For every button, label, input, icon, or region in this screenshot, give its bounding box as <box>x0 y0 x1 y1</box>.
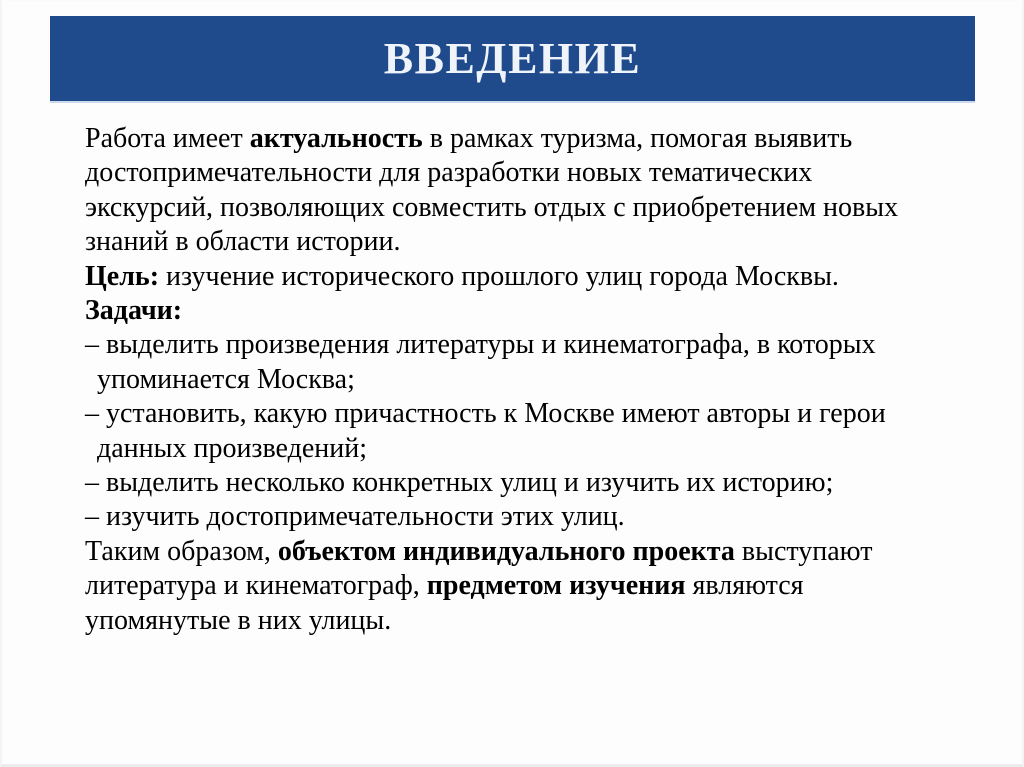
text-run: – выделить несколько конкретных улиц и изучить их историю; <box>85 467 834 499</box>
text-run: в рамках туризма, помогая выявить <box>422 123 853 154</box>
text-run: являются <box>685 570 804 602</box>
list-item-line <box>85 397 955 431</box>
text-run: – изучить достопримечательности этих улиц. <box>85 501 625 533</box>
text-run: упомянутые в них улицы. <box>85 604 392 636</box>
text-run: – выделить произведения литературы и кинематографа, в которых <box>85 329 876 361</box>
text-run-bold: Задачи: <box>85 295 183 327</box>
text-line <box>85 122 955 156</box>
tasks-heading <box>85 294 955 328</box>
text-line <box>85 191 955 225</box>
list-item-continuation <box>85 432 955 466</box>
text-run-bold: актуальность <box>249 123 423 154</box>
text-line <box>85 569 955 603</box>
text-run: – установить, какую причастность к Москве имеют авторы и герои <box>85 398 886 430</box>
text-run: Таким образом, <box>85 535 278 567</box>
text-run: данных произведений; <box>97 432 368 464</box>
text-run-bold: объектом индивидуального проекта <box>277 535 735 567</box>
text-run: экскурсий, позволяющих совместить отдых с приобретением новых <box>85 191 899 223</box>
text-run: знаний в области истории. <box>85 226 401 258</box>
text-run: Работа имеет <box>85 123 250 154</box>
text-run: выступают <box>734 535 873 567</box>
text-line <box>85 156 955 190</box>
text-run-bold: Цель: <box>85 260 160 292</box>
list-item-line <box>85 466 955 500</box>
text-line <box>85 535 955 569</box>
goal-line <box>85 260 955 294</box>
text-line <box>85 225 955 259</box>
text-run: литература и кинематограф, <box>85 570 427 602</box>
list-item-line <box>85 500 955 534</box>
text-run-bold: предметом изучения <box>426 570 686 602</box>
list-item-continuation <box>85 363 955 397</box>
page-title: ВВЕДЕНИЕ <box>383 33 642 83</box>
slide-title-bar <box>50 16 975 101</box>
text-run: изучение исторического прошлого улиц города Москвы. <box>159 260 839 292</box>
text-line <box>85 604 955 638</box>
list-item-line <box>85 328 955 362</box>
text-run: упоминается Москва; <box>97 363 355 395</box>
slide-body-text <box>85 122 955 638</box>
text-run: достопримечательности для разработки новых тематических <box>85 157 813 189</box>
